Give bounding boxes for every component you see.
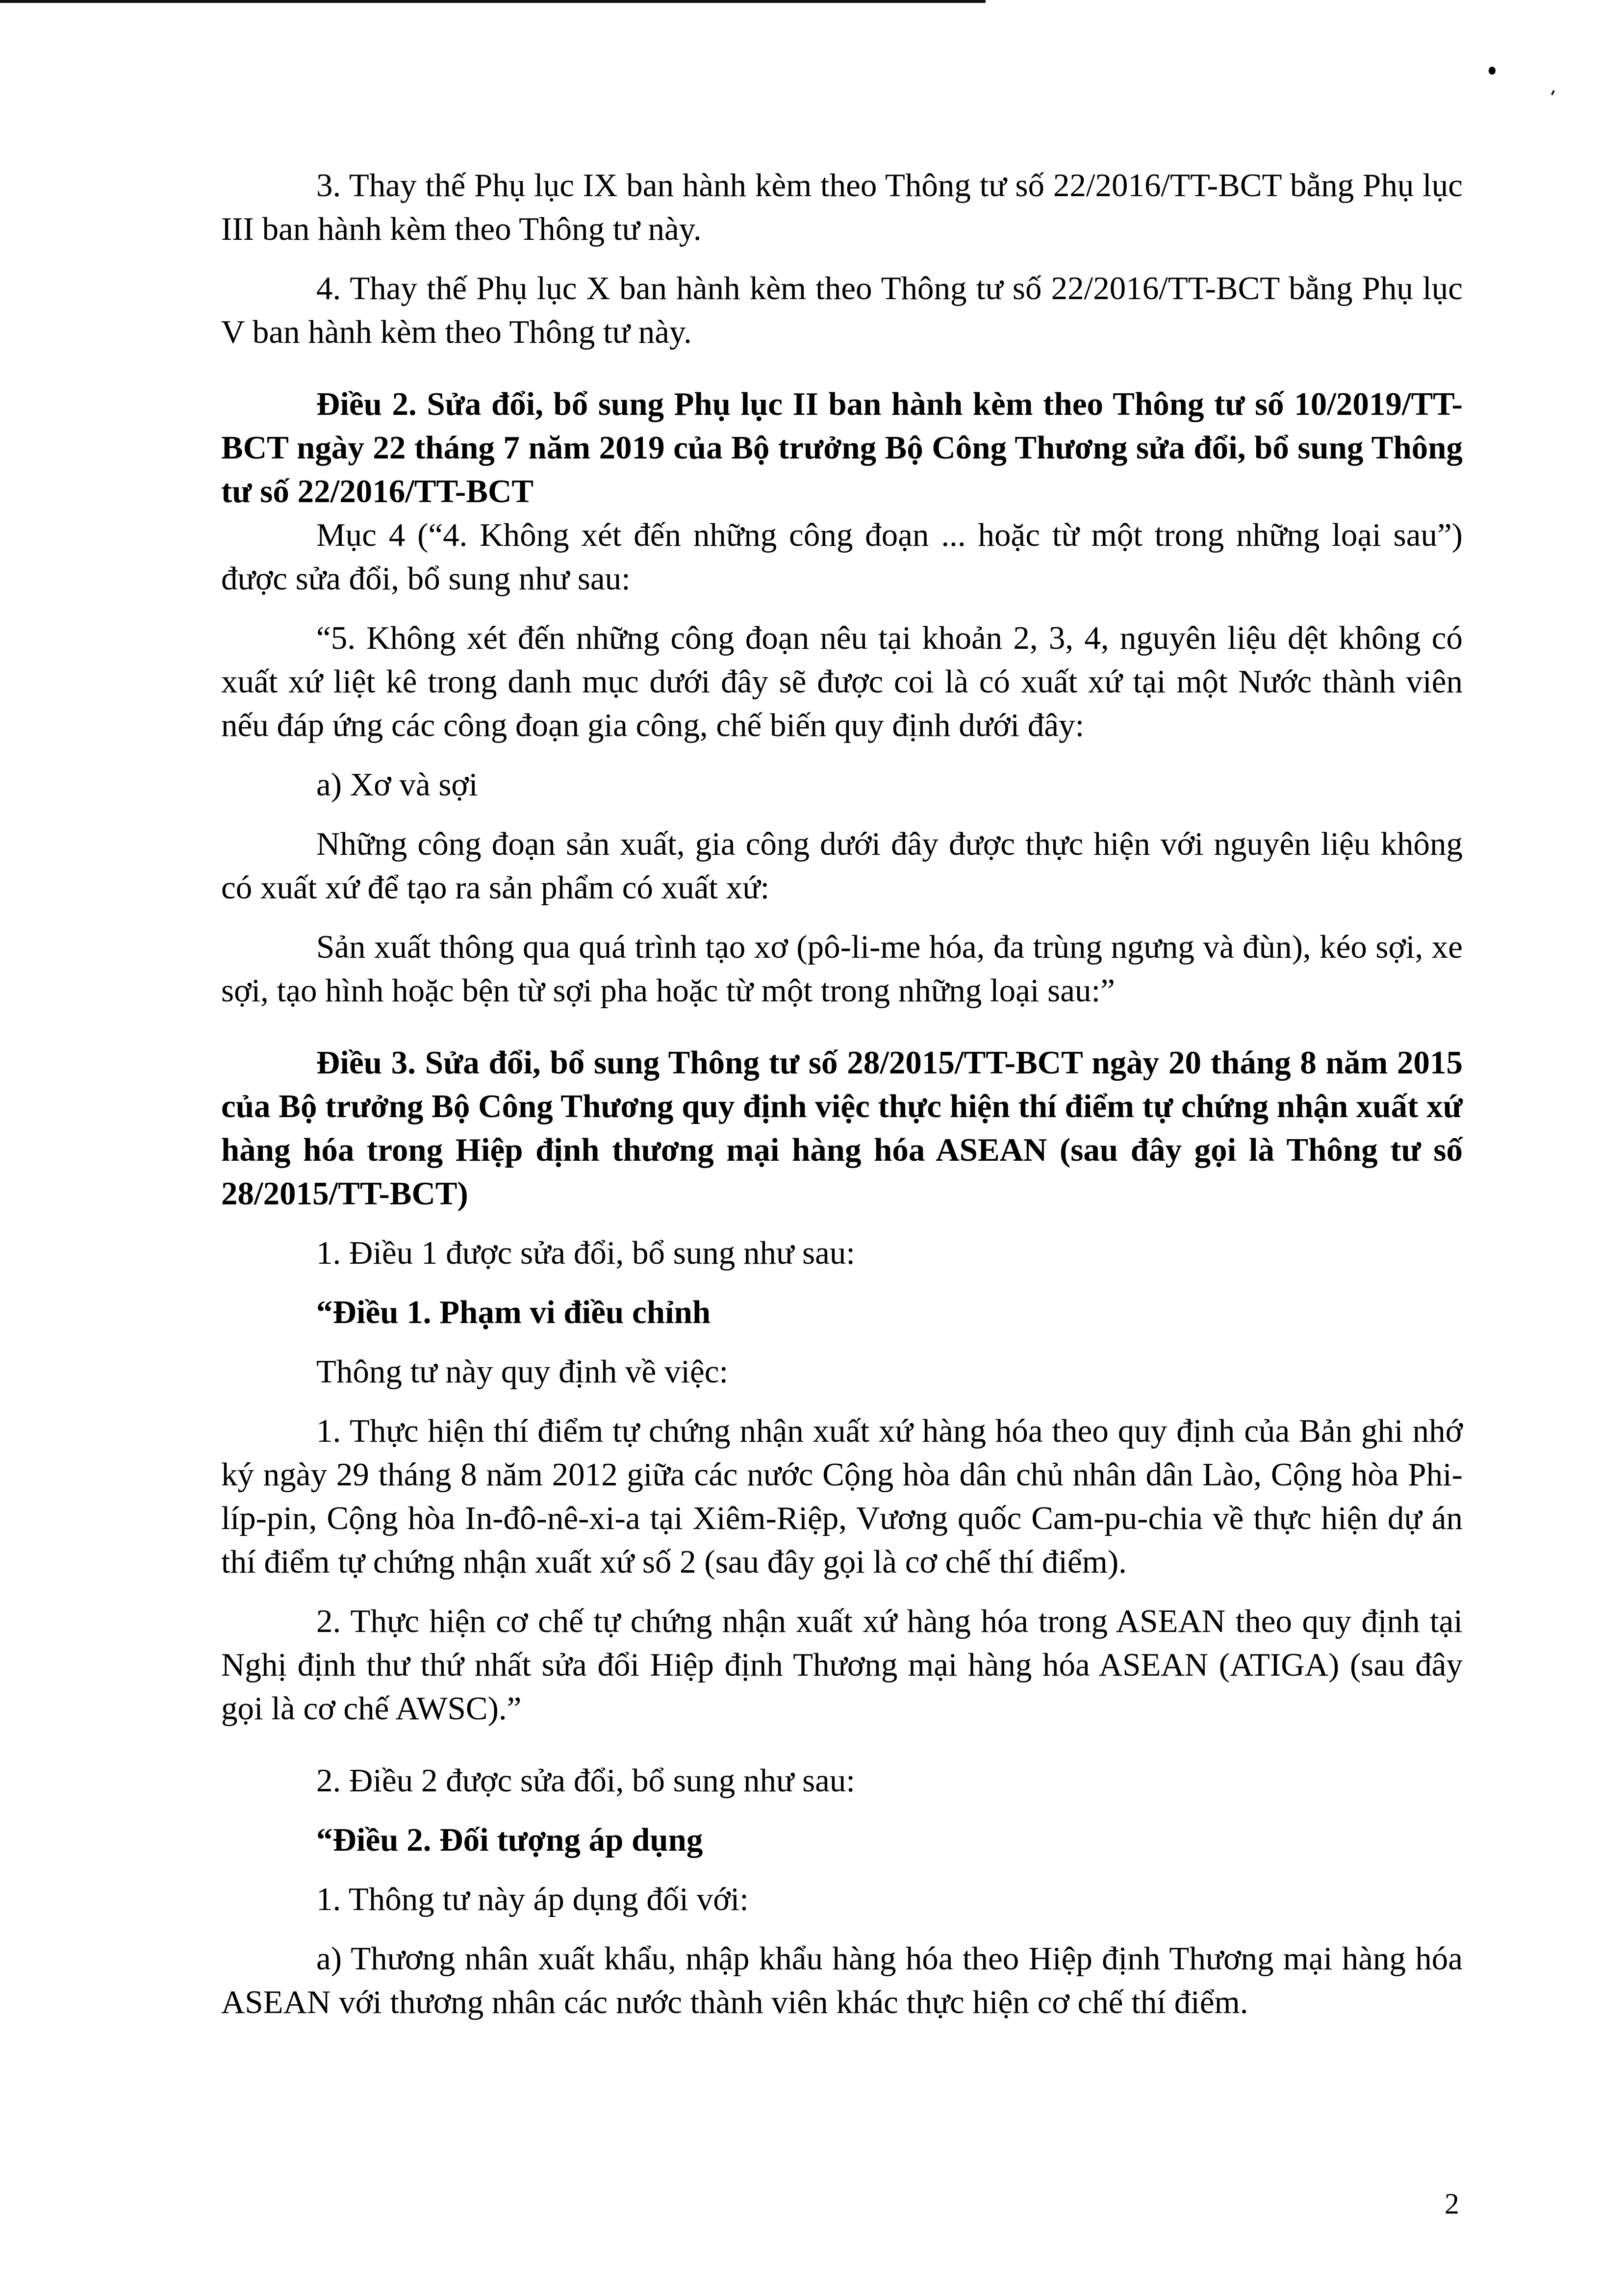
- paragraph-dieu-1-amend: 1. Điều 1 được sửa đổi, bổ sung như sau:: [316, 1235, 856, 1271]
- paragraph-ap-dung: 1. Thông tư này áp dụng đối với:: [316, 1881, 749, 1917]
- paragraph-cong-doan: Những công đoạn sản xuất, gia công dưới đây được thực hiện với nguyên liệu không có xuất xứ để tạo ra sản phẩm có xuất xứ:: [221, 826, 1463, 906]
- article-2-heading: Điều 2. Sửa đổi, bổ sung Phụ lục II ban hành kèm theo Thông tư số 10/2019/TT-BCT ngày 22 tháng 7 năm 2019 của Bộ trưởng Bộ Công Thương sửa đổi, bổ sung Thông tư số 22/2016/TT-BCT: [221, 386, 1463, 510]
- paragraph-xo-va-soi: a) Xơ và sợi: [316, 766, 478, 803]
- paragraph-thong-tu-quy-dinh: Thông tư này quy định về việc:: [316, 1353, 729, 1390]
- scan-speck-mark: [1489, 67, 1496, 75]
- article-3-heading: Điều 3. Sửa đổi, bổ sung Thông tư số 28/2015/TT-BCT ngày 20 tháng 8 năm 2015 của Bộ trưởng Bộ Công Thương quy định việc thực hiện thí điểm tự chứng nhận xuất xứ hàng hóa trong Hiệp định thương mại hàng hóa ASEAN (sau đây gọi là Thông tư số 28/2015/TT-BCT): [221, 1045, 1463, 1212]
- scan-tick-mark: [1551, 90, 1555, 96]
- paragraph-item-4: 4. Thay thế Phụ lục X ban hành kèm theo Thông tư số 22/2016/TT-BCT bằng Phụ lục V ban hành kèm theo Thông tư này.: [221, 270, 1463, 350]
- paragraph-khoan-5: “5. Không xét đến những công đoạn nêu tại khoản 2, 3, 4, nguyên liệu dệt không có xuất xứ liệt kê trong danh mục dưới đây sẽ được coi là có xuất xứ tại một Nước thành viên nếu đáp ứng các công đoạn gia công, chế biến quy định dưới đây:: [221, 620, 1463, 743]
- paragraph-san-xuat: Sản xuất thông qua quá trình tạo xơ (pô-li-me hóa, đa trùng ngưng và đùn), kéo sợi, xe sợi, tạo hình hoặc bện từ sợi pha hoặc từ một trong những loại sau:”: [221, 929, 1463, 1009]
- paragraph-awsc: 2. Thực hiện cơ chế tự chứng nhận xuất xứ hàng hóa trong ASEAN theo quy định tại Nghị định thư thứ nhất sửa đổi Hiệp định Thương mại hàng hóa ASEAN (ATIGA) (sau đây gọi là cơ chế AWSC).”: [221, 1603, 1463, 1727]
- document-body: [221, 164, 1463, 2040]
- paragraph-thuong-nhan: a) Thương nhân xuất khẩu, nhập khẩu hàng hóa theo Hiệp định Thương mại hàng hóa ASEAN với thương nhân các nước thành viên khác thực hiện cơ chế thí điểm.: [221, 1940, 1463, 2020]
- paragraph-muc-4: Mục 4 (“4. Không xét đến những công đoạn ... hoặc từ một trong những loại sau”) được sửa đổi, bổ sung như sau:: [221, 517, 1463, 597]
- paragraph-dieu-2-amend: 2. Điều 2 được sửa đổi, bổ sung như sau:: [316, 1762, 856, 1799]
- scan-top-border: [0, 0, 986, 3]
- page-number: 2: [1445, 2188, 1459, 2220]
- article-2-subheading: “Điều 2. Đối tượng áp dụng: [316, 1822, 703, 1858]
- paragraph-thi-diem: 1. Thực hiện thí điểm tự chứng nhận xuất xứ hàng hóa theo quy định của Bản ghi nhớ ký ngày 29 tháng 8 năm 2012 giữa các nước Cộng hòa dân chủ nhân dân Lào, Cộng hòa Phi-líp-pin, Cộng hòa In-đô-nê-xi-a tại Xiêm-Riệp, Vương quốc Cam-pu-chia về thực hiện dự án thí điểm tự chứng nhận xuất xứ số 2 (sau đây gọi là cơ chế thí điểm).: [221, 1413, 1463, 1580]
- article-1-subheading: “Điều 1. Phạm vi điều chỉnh: [316, 1294, 711, 1330]
- paragraph-item-3: 3. Thay thế Phụ lục IX ban hành kèm theo Thông tư số 22/2016/TT-BCT bằng Phụ lục III ban hành kèm theo Thông tư này.: [221, 167, 1463, 247]
